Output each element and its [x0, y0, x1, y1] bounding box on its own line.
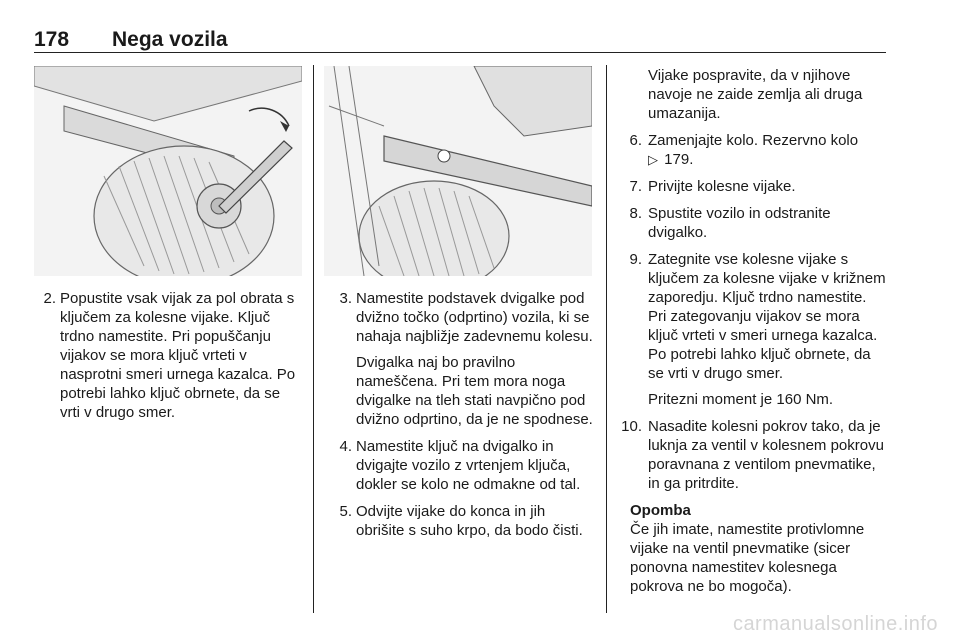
text-column-1 — [34, 289, 302, 430]
page-header — [34, 28, 886, 52]
step-item — [616, 417, 888, 493]
step-number: 3. — [339, 290, 352, 307]
note-box — [616, 501, 888, 596]
step-text: Odvijte vijake do konca in jih obrišite s suho krpo, da bodo čisti. — [356, 503, 583, 539]
step-text: Namestite podstavek dvigalke pod dvižno točko (odprtino) vozila, ki se nahaja najbližje zadevnemu kolesu. — [356, 290, 593, 345]
text-column-3 — [616, 66, 888, 596]
step-text-main: Zamenjajte kolo. Rezervno kolo — [648, 132, 859, 149]
step-number: 4. — [339, 438, 352, 455]
step-number: 5. — [339, 503, 352, 520]
step-item — [616, 131, 888, 169]
header-rule — [34, 52, 886, 53]
step-text: Popustite vsak vijak za pol obrata s ključem za kolesne vijake. Ključ trdno namestite. Pri popuščanju vijakov se mora ključ vrteti v nasprotni smeri urnega kazalca. Po potrebi lahko ključ obrnete, da se vrti v drugo smer. — [60, 290, 296, 421]
illustration-jack-position — [324, 66, 592, 276]
step-text: Privijte kolesne vijake. — [648, 178, 796, 195]
step-number: 6. — [629, 132, 642, 149]
step-text: Zategnite vse kolesne vijake s ključem za kolesne vijake v križnem zaporedju. Ključ trdno namestite. Pri zategovanju vijakov se mora ključ vrteti v smeri urnega kazalca. Po potrebi lahko ključ obrnete, da se vrti v drugo smer. — [648, 251, 886, 382]
column-divider-left — [313, 65, 314, 613]
jack-illustration — [324, 66, 592, 276]
step-item — [330, 502, 594, 540]
text-column-2 — [330, 289, 594, 548]
chapter-title: Nega vozila — [112, 28, 228, 51]
step-item — [330, 437, 594, 494]
step-number: 8. — [629, 205, 642, 222]
page-reference-icon: ▷ — [648, 152, 658, 167]
step-text: Namestite ključ na dvigalko in dvigajte vozilo z vrtenjem ključa, dokler se kolo ne odmakne od tal. — [356, 438, 581, 493]
step-number: 9. — [629, 251, 642, 268]
continuation-text: Vijake pospravite, da v njihove navoje ne zaide zemlja ali druga umazanija. — [648, 67, 863, 122]
note-text: Če jih imate, namestite protivlomne vijake na ventil pnevmatike (sicer ponovna namestitev kolesnega pokrova ne bo mogoča). — [630, 521, 865, 595]
watermark: carmanualsonline.info — [732, 613, 938, 635]
step-item — [616, 250, 888, 409]
page-reference-link[interactable]: 179. — [664, 151, 694, 168]
step-continuation — [616, 66, 888, 123]
step-item — [34, 289, 302, 422]
step-item — [616, 204, 888, 242]
column-divider-right — [606, 65, 607, 613]
step-item — [616, 177, 888, 196]
step-number: 2. — [43, 290, 56, 307]
illustration-loosen-wheel-bolts — [34, 66, 302, 276]
wheel-wrench-illustration — [34, 66, 302, 276]
step-text: Spustite vozilo in odstranite dvigalko. — [648, 205, 831, 241]
page-number: 178 — [34, 28, 70, 51]
step-number: 7. — [629, 178, 642, 195]
note-heading: Opomba — [630, 502, 691, 519]
step-text: Nasadite kolesni pokrov tako, da je luknja za ventil v kolesnem pokrovu poravnana z ventilom pnevmatike, in ga pritrdite. — [648, 418, 884, 492]
step-number: 10. — [621, 418, 642, 435]
step-text — [648, 131, 888, 169]
step-subtext: Pritezni moment je 160 Nm. — [648, 391, 834, 408]
step-item — [330, 289, 594, 429]
step-subtext: Dvigalka naj bo pravilno nameščena. Pri tem mora noga dvigalke na tleh stati navpično pod dvižno odprtino, da je ne spodnese. — [356, 354, 593, 428]
